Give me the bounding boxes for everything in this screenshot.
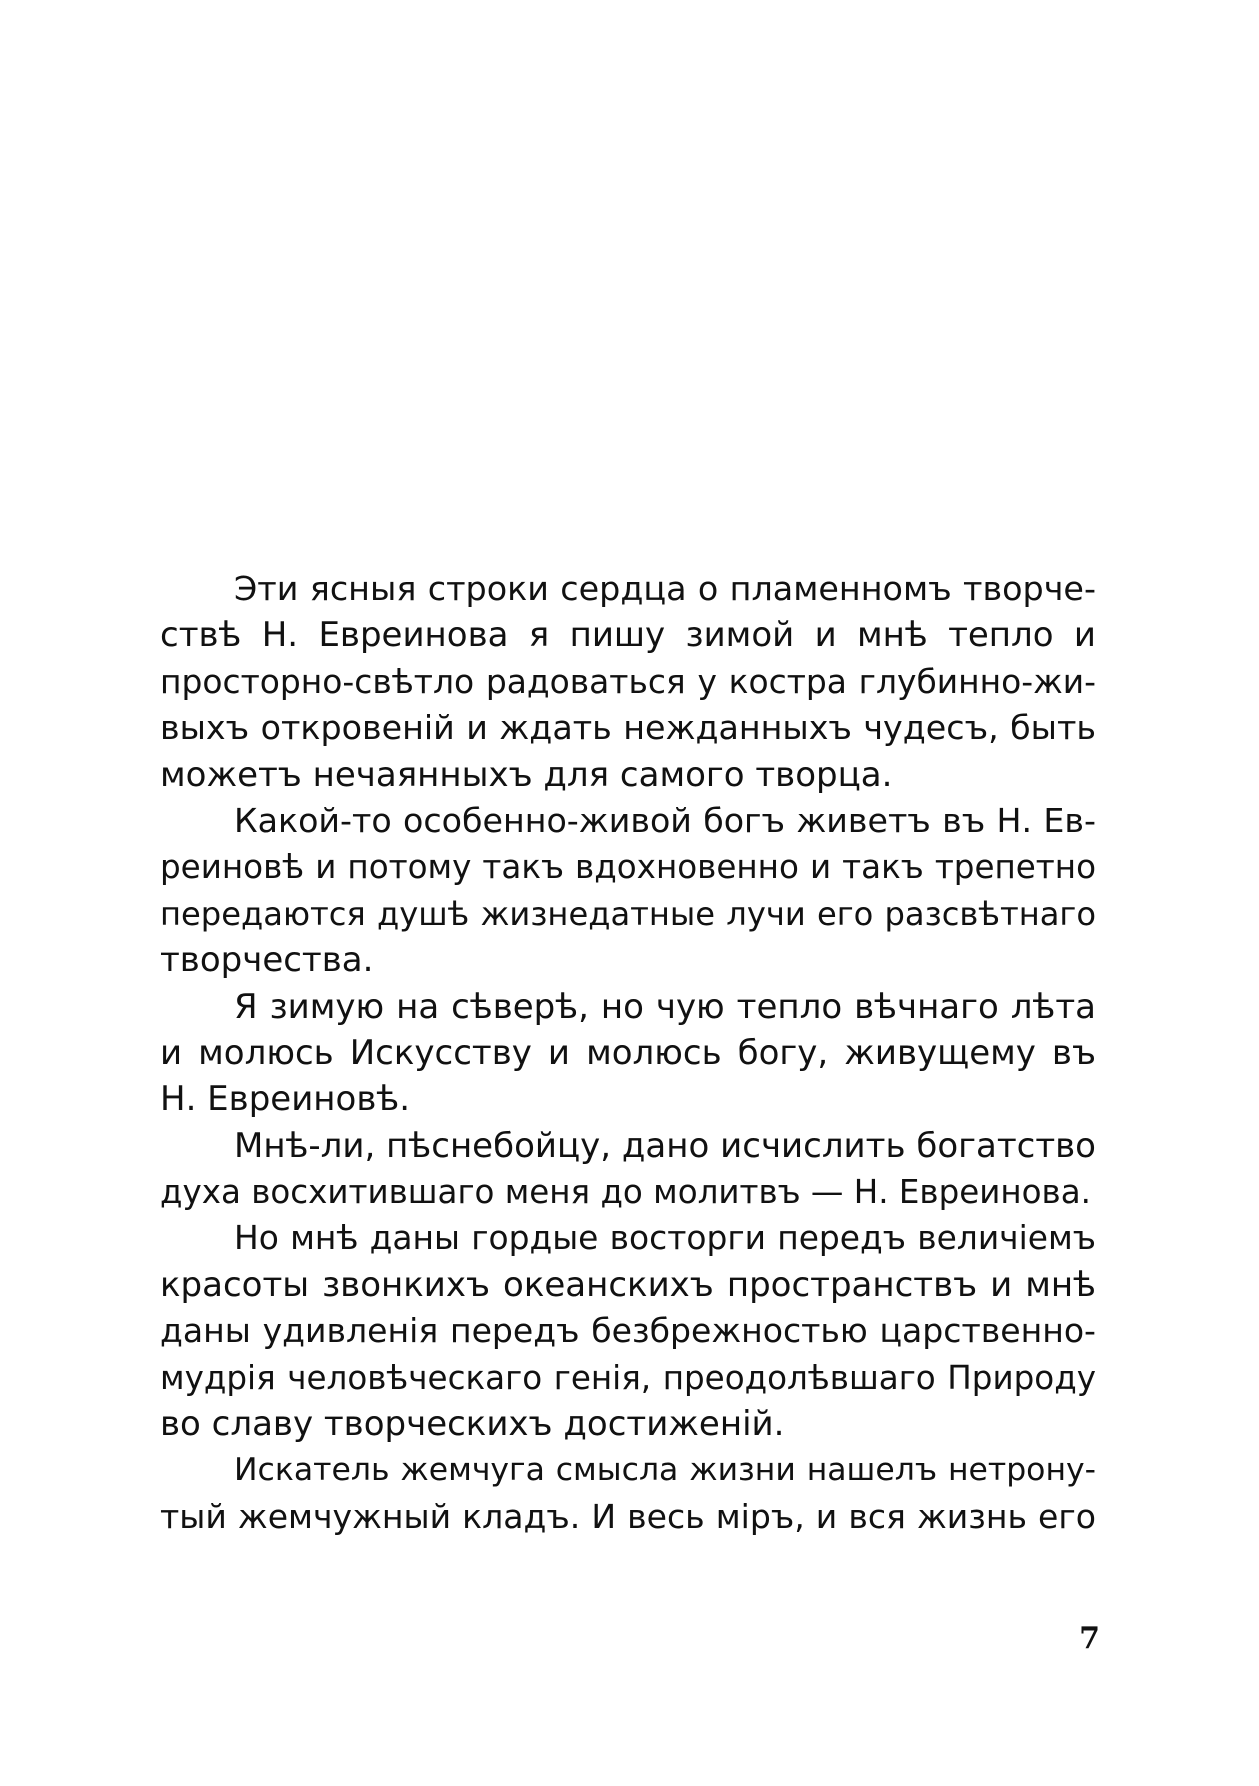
page-number: 7 [1079, 1621, 1100, 1656]
text-line: реиновѣ и потому такъ вдохновенно и такъ трепетно [160, 848, 1096, 887]
text-line: творчества. [160, 940, 374, 981]
text-line: Мнѣ-ли, пѣснебойцу, дано исчислить богатство [234, 1125, 1096, 1166]
text-line: Эти ясныя строки сердца о пламенномъ творче- [234, 569, 1096, 608]
text-line: можетъ нечаянныхъ для самого творца. [160, 754, 893, 795]
text-line: Н. Евреиновѣ. [160, 1079, 411, 1120]
text-line: передаются душѣ жизнедатные лучи его разсвѣтнаго [160, 894, 1096, 933]
text-line: красоты звонкихъ океанскихъ пространствъ и мнѣ [160, 1264, 1096, 1305]
text-line: даны удивленiя передъ безбрежностью царственно- [160, 1311, 1096, 1351]
text-line: тый жемчужный кладъ. И весь мiръ, и вся жизнь его [160, 1496, 1096, 1536]
text-line: мудрiя человѣческаго генiя, преодолѣвшаго Природу [160, 1358, 1096, 1397]
text-line: во славу творческихъ достиженiй. [160, 1404, 785, 1445]
text-line: духа восхитившаго меня до молитвъ — Н. Евреинова. [160, 1173, 1091, 1212]
text-line: Какой-то особенно-живой богъ живетъ въ Н. Ев- [234, 800, 1096, 840]
body-text [160, 566, 1096, 1540]
text-line: выхъ откровенiй и ждать нежданныхъ чудесъ, быть [160, 708, 1096, 748]
text-line: Я зимую на сѣверѣ, но чую тепло вѣчнаго лѣта [234, 986, 1096, 1027]
text-line: Но мнѣ даны гордые восторги передъ величiемъ [234, 1218, 1096, 1258]
text-line: просторно-свѣтло радоваться у костра глубинно-жи- [160, 661, 1096, 701]
text-line: Искатель жемчуга смысла жизни нашелъ нетрону- [234, 1452, 1096, 1489]
text-line: ствѣ Н. Евреинова я пишу зимой и мнѣ тепло и [160, 615, 1096, 656]
text-line: и молюсь Искусству и молюсь богу, живущему въ [160, 1032, 1096, 1073]
